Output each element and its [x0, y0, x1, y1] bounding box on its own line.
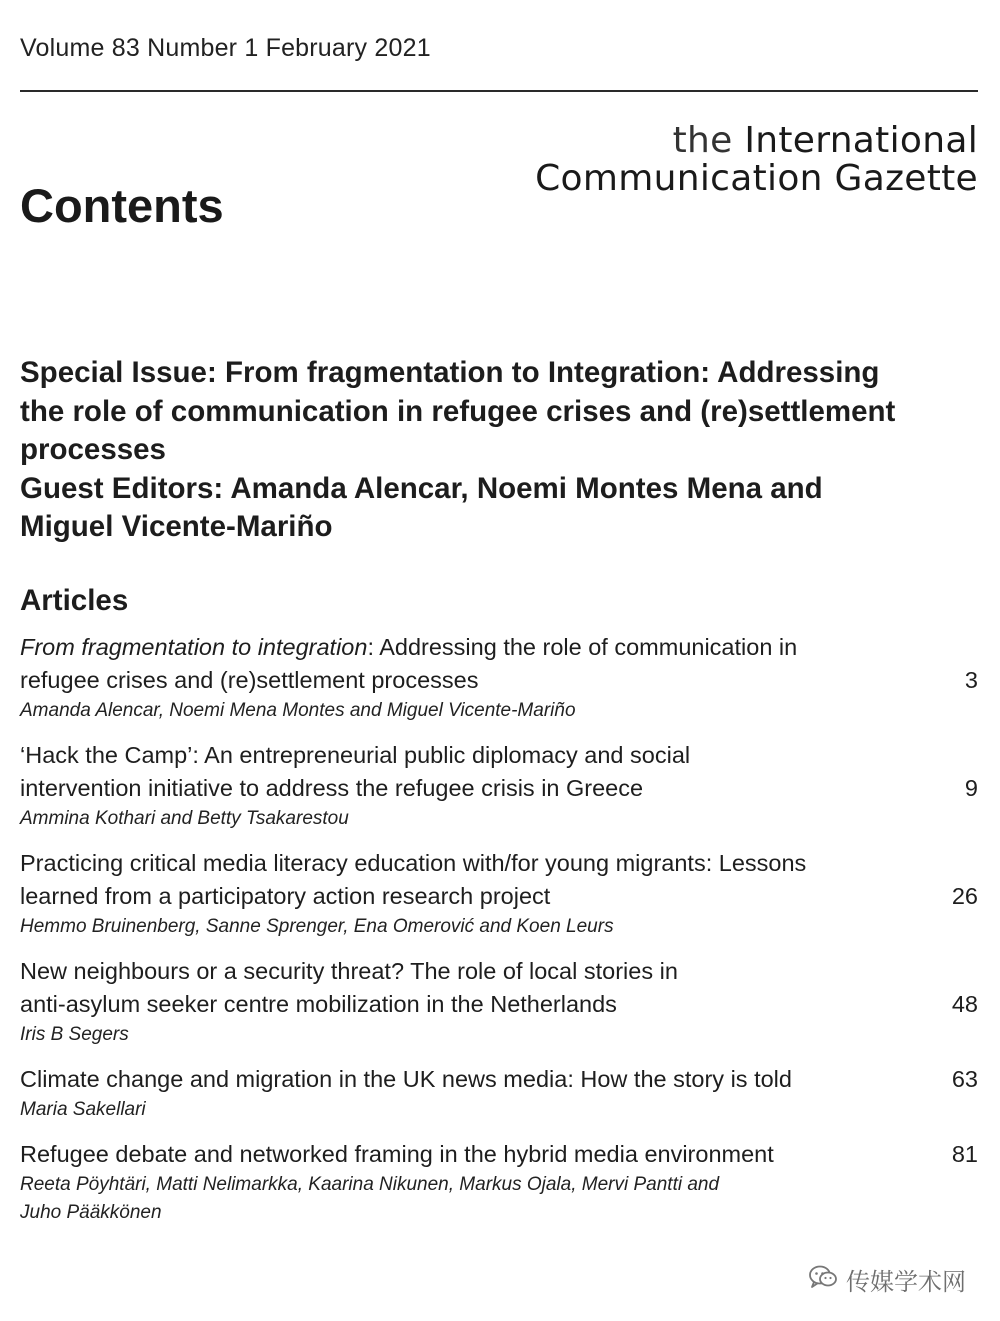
page-number: 48 — [951, 991, 978, 1017]
article-authors: Ammina Kothari and Betty Tsakarestou — [20, 808, 349, 829]
article-title-line2[interactable]: intervention initiative to address the refugee crisis in Greece — [20, 775, 644, 801]
watermark — [808, 1262, 966, 1297]
toc-entry[interactable] — [20, 1063, 978, 1124]
article-title-line1[interactable]: Practicing critical media literacy education with/for young migrants: Lessons — [20, 850, 807, 876]
article-title[interactable] — [20, 631, 908, 664]
article-title-line1[interactable]: ‘Hack the Camp’: An entrepreneurial public diplomacy and social — [20, 742, 691, 768]
article-title-line1[interactable]: Climate change and migration in the UK news media: How the story is told — [20, 1066, 792, 1092]
guest-editors-line1: Guest Editors: Amanda Alencar, Noemi Montes Mena and — [20, 471, 823, 505]
guest-editors-line2: Miguel Vicente-Mariño — [20, 510, 333, 543]
journal-prefix: the — [672, 120, 733, 161]
article-title-italic: From fragmentation to integration — [20, 634, 368, 660]
article-authors-line2: Juho Pääkkönen — [20, 1202, 162, 1223]
special-issue-title-line2: the role of communication in refugee crises and (re)settlement — [20, 394, 896, 428]
page-number: 63 — [951, 1066, 978, 1092]
toc-entry[interactable] — [20, 955, 978, 1049]
article-title-line1: : Addressing the role of communication in — [367, 634, 798, 660]
wechat-icon — [808, 1264, 838, 1296]
article-title-line2[interactable]: learned from a participatory action research project — [20, 883, 551, 909]
article-authors: Amanda Alencar, Noemi Mena Montes and Miguel Vicente-Mariño — [20, 700, 576, 721]
article-authors: Iris B Segers — [20, 1024, 129, 1045]
article-title-line1[interactable]: New neighbours or a security threat? The role of local stories in — [20, 958, 678, 984]
journal-name-line1 — [535, 122, 978, 160]
page-number: 9 — [964, 775, 978, 801]
page-title: Contents — [20, 179, 224, 232]
toc-entry[interactable] — [20, 847, 978, 941]
page-number: 3 — [964, 667, 978, 693]
article-title-line1[interactable]: Refugee debate and networked framing in the hybrid media environment — [20, 1141, 774, 1167]
toc-entry[interactable] — [20, 739, 978, 833]
article-authors: Hemmo Bruinenberg, Sanne Sprenger, Ena Omerović and Koen Leurs — [20, 916, 614, 937]
page-number: 26 — [951, 883, 978, 909]
article-authors: Maria Sakellari — [20, 1099, 146, 1120]
journal-name-international: International — [744, 120, 978, 161]
article-authors-line1: Reeta Pöyhtäri, Matti Nelimarkka, Kaarina Nikunen, Markus Ojala, Mervi Pantti and — [20, 1174, 720, 1195]
article-title-line2: refugee crises and (re)settlement processes — [20, 667, 479, 693]
article-title-line2[interactable]: anti-asylum seeker centre mobilization in the Netherlands — [20, 991, 617, 1017]
header-divider — [20, 90, 978, 92]
issue-info: Volume 83 Number 1 February 2021 — [20, 34, 431, 62]
articles-heading: Articles — [20, 584, 129, 617]
journal-name-line2: Communication Gazette — [535, 158, 978, 199]
toc-entry[interactable] — [20, 631, 978, 725]
table-of-contents — [20, 631, 978, 1227]
special-issue-block — [20, 354, 985, 547]
watermark-text: 传媒学术网 — [846, 1268, 966, 1296]
special-issue-title-line3: processes — [20, 433, 166, 466]
special-issue-title-line1: Special Issue: From fragmentation to Integration: Addressing — [20, 356, 880, 389]
journal-masthead — [535, 122, 978, 198]
page-number: 81 — [951, 1141, 978, 1167]
toc-entry[interactable] — [20, 1138, 978, 1227]
